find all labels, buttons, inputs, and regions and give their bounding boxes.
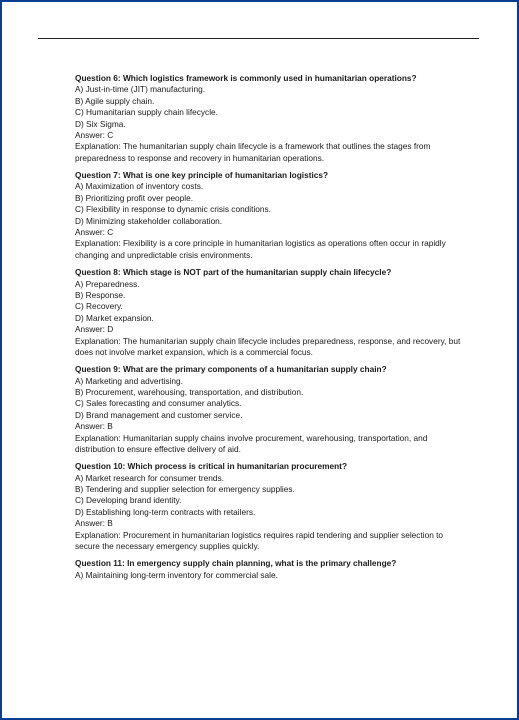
question-title: Question 11: In emergency supply chain planning, what is the primary challenge? <box>75 558 397 569</box>
question-11 <box>75 558 470 581</box>
option-b: B) Prioritizing profit over people. <box>75 192 194 203</box>
answer: Answer: C <box>75 130 114 141</box>
answer: Answer: B <box>75 421 113 432</box>
question-title: Question 6: Which logistics framework is commonly used in humanitarian operations? <box>75 73 417 83</box>
answer: Answer: D <box>75 324 114 335</box>
question-9 <box>75 364 470 455</box>
explanation-line: Explanation: The humanitarian supply chain lifecycle includes preparedness, response, and recovery, but <box>75 335 461 346</box>
option-c: C) Sales forecasting and consumer analytics. <box>75 398 242 409</box>
explanation-line: Explanation: Procurement in humanitarian logistics requires rapid tendering and supplier selection to <box>75 529 444 540</box>
question-title: Question 10: Which process is critical in humanitarian procurement? <box>75 461 348 472</box>
explanation-line: does not involve market expansion, which is a commercial focus. <box>75 346 313 357</box>
option-d: D) Brand management and customer service. <box>75 409 243 420</box>
explanation-line: preparedness to response and recovery in humanitarian operations. <box>75 152 325 163</box>
question-title: Question 7: What is one key principle of humanitarian logistics? <box>75 170 329 181</box>
question-title: Question 8: Which stage is NOT part of the humanitarian supply chain lifecycle? <box>75 267 392 278</box>
question-10 <box>75 461 470 552</box>
question-6 <box>75 73 470 164</box>
option-b: B) Response. <box>75 289 126 300</box>
answer: Answer: C <box>75 227 114 238</box>
option-b: B) Procurement, warehousing, transportation, and distribution. <box>75 386 304 397</box>
option-d: D) Six Sigma. <box>75 118 126 129</box>
question-7 <box>75 170 470 261</box>
option-a: A) Just-in-time (JIT) manufacturing. <box>75 84 206 95</box>
option-b: B) Agile supply chain. <box>75 95 155 106</box>
option-a: A) Preparedness. <box>75 278 140 289</box>
option-d: D) Minimizing stakeholder collaboration. <box>75 215 223 226</box>
option-c: C) Humanitarian supply chain lifecycle. <box>75 107 218 118</box>
option-b: B) Tendering and supplier selection for emergency supplies. <box>75 484 295 494</box>
explanation-line: Explanation: The humanitarian supply chain lifecycle is a framework that outlines the stages from <box>75 141 431 152</box>
option-a: A) Market research for consumer trends. <box>75 472 224 483</box>
header-rule <box>38 38 479 39</box>
option-c: C) Recovery. <box>75 301 123 312</box>
explanation-line: Explanation: Flexibility is a core principle in humanitarian logistics as operations often occur in rapidly <box>75 238 446 249</box>
question-8 <box>75 267 470 358</box>
option-c: C) Developing brand identity. <box>75 495 182 506</box>
option-a: A) Marketing and advertising. <box>75 375 183 386</box>
question-list <box>75 73 470 581</box>
option-a: A) Maintaining long-term inventory for commercial sale. <box>75 569 278 580</box>
option-a: A) Maximization of inventory costs. <box>75 181 204 192</box>
option-d: D) Establishing long-term contracts with retailers. <box>75 506 256 517</box>
explanation-line: distribution to ensure effective delivery of aid. <box>75 443 241 454</box>
question-title: Question 9: What are the primary components of a humanitarian supply chain? <box>75 364 387 375</box>
explanation-line: secure the necessary emergency supplies quickly. <box>75 541 260 552</box>
option-d: D) Market expansion. <box>75 312 154 323</box>
answer: Answer: B <box>75 518 113 529</box>
explanation-line: Explanation: Humanitarian supply chains involve procurement, warehousing, transportation, and <box>75 432 428 443</box>
explanation-line: changing and unpredictable crisis environments. <box>75 249 253 260</box>
option-c: C) Flexibility in response to dynamic crisis conditions. <box>75 204 271 215</box>
